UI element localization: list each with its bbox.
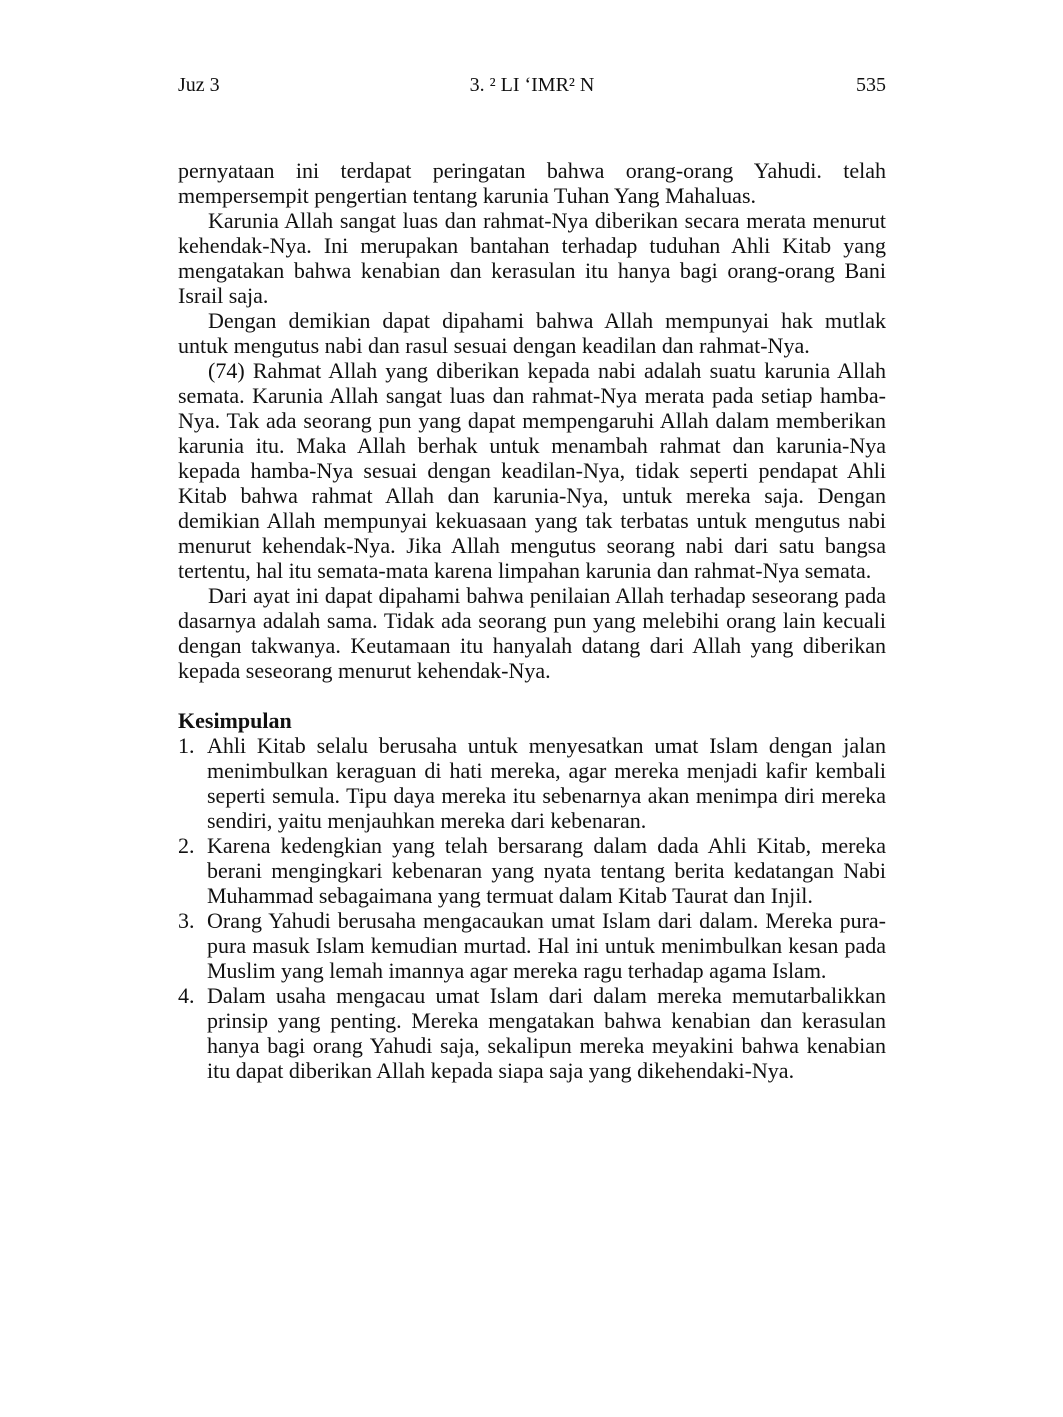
item-number: 4. bbox=[178, 983, 195, 1008]
page-number: 535 bbox=[856, 74, 886, 96]
conclusion-list bbox=[178, 733, 886, 1083]
paragraph: Dengan demikian dapat dipahami bahwa Allah mempunyai hak mutlak untuk mengutus nabi dan rasul sesuai dengan keadilan dan rahmat-Nya. bbox=[178, 308, 886, 358]
item-number: 1. bbox=[178, 733, 195, 758]
conclusion-item bbox=[178, 983, 886, 1083]
paragraph: Karunia Allah sangat luas dan rahmat-Nya diberikan secara merata menurut kehendak-Nya. Ini merupakan bantahan terhadap tuduhan Ahli Kitab yang mengatakan bahwa kenabian dan kerasulan itu hanya bagi orang-orang Bani Israil saja. bbox=[178, 208, 886, 308]
item-text: Karena kedengkian yang telah bersarang dalam dada Ahli Kitab, mereka berani mengingkari kebenaran yang nyata tentang berita kedatangan Nabi Muhammad sebagaimana yang termuat dalam Kitab Taurat dan Injil. bbox=[207, 833, 886, 908]
conclusion-item bbox=[178, 833, 886, 908]
item-text: Dalam usaha mengacau umat Islam dari dalam mereka memutarbalikkan prinsip yang penting. Mereka mengatakan bahwa kenabian dan kerasulan hanya bagi orang Yahudi saja, sekalipun mereka meyakini bahwa kenabian itu dapat diberikan Allah kepada siapa saja yang dikehendaki-Nya. bbox=[207, 983, 886, 1083]
page-body bbox=[178, 158, 886, 1083]
conclusion-item bbox=[178, 908, 886, 983]
item-text: Ahli Kitab selalu berusaha untuk menyesatkan umat Islam dengan jalan menimbulkan keraguan di hati mereka, agar mereka menjadi kafir kembali seperti semula. Tipu daya mereka itu sebenarnya akan menimpa diri mereka sendiri, yaitu menjauhkan mereka dari kebenaran. bbox=[207, 733, 886, 833]
paragraph-verse-74: (74) Rahmat Allah yang diberikan kepada nabi adalah suatu karunia Allah semata. Karunia Allah sangat luas dan rahmat-Nya merata pada setiap hamba-Nya. Tak ada seorang pun yang dapat mempengaruhi Allah dalam memberikan karunia itu. Maka Allah berhak untuk menambah rahmat dan karunia-Nya kepada hamba-Nya sesuai dengan keadilan-Nya, tidak seperti pendapat Ahli Kitab bahwa rahmat Allah dan karunia-Nya, untuk mereka saja. Dengan demikian Allah mempunyai kekuasaan yang tak terbatas untuk mengutus nabi menurut kehendak-Nya. Jika Allah mengutus seorang nabi dari satu bangsa tertentu, hal itu semata-mata karena limpahan karunia dan rahmat-Nya semata. bbox=[178, 358, 886, 583]
page-header bbox=[178, 72, 886, 98]
paragraph-continuation: pernyataan ini terdapat peringatan bahwa orang-orang Yahudi. telah mempersempit pengertian tentang karunia Tuhan Yang Mahaluas. bbox=[178, 158, 886, 208]
item-number: 3. bbox=[178, 908, 195, 933]
item-number: 2. bbox=[178, 833, 195, 858]
item-text: Orang Yahudi berusaha mengacaukan umat Islam dari dalam. Mereka pura-pura masuk Islam kemudian murtad. Hal ini untuk menimbulkan kesan pada Muslim yang lemah imannya agar mereka ragu terhadap agama Islam. bbox=[207, 908, 886, 983]
paragraph: Dari ayat ini dapat dipahami bahwa penilaian Allah terhadap seseorang pada dasarnya adalah sama. Tidak ada seorang pun yang melebihi orang lain kecuali dengan takwanya. Keutamaan itu hanyalah datang dari Allah yang diberikan kepada seseorang menurut kehendak-Nya. bbox=[178, 583, 886, 683]
conclusion-item bbox=[178, 733, 886, 833]
juz-label: Juz 3 bbox=[178, 74, 220, 96]
surah-title: 3. ² LI ‘IMR² N bbox=[469, 74, 595, 96]
conclusion-heading: Kesimpulan bbox=[178, 708, 292, 733]
